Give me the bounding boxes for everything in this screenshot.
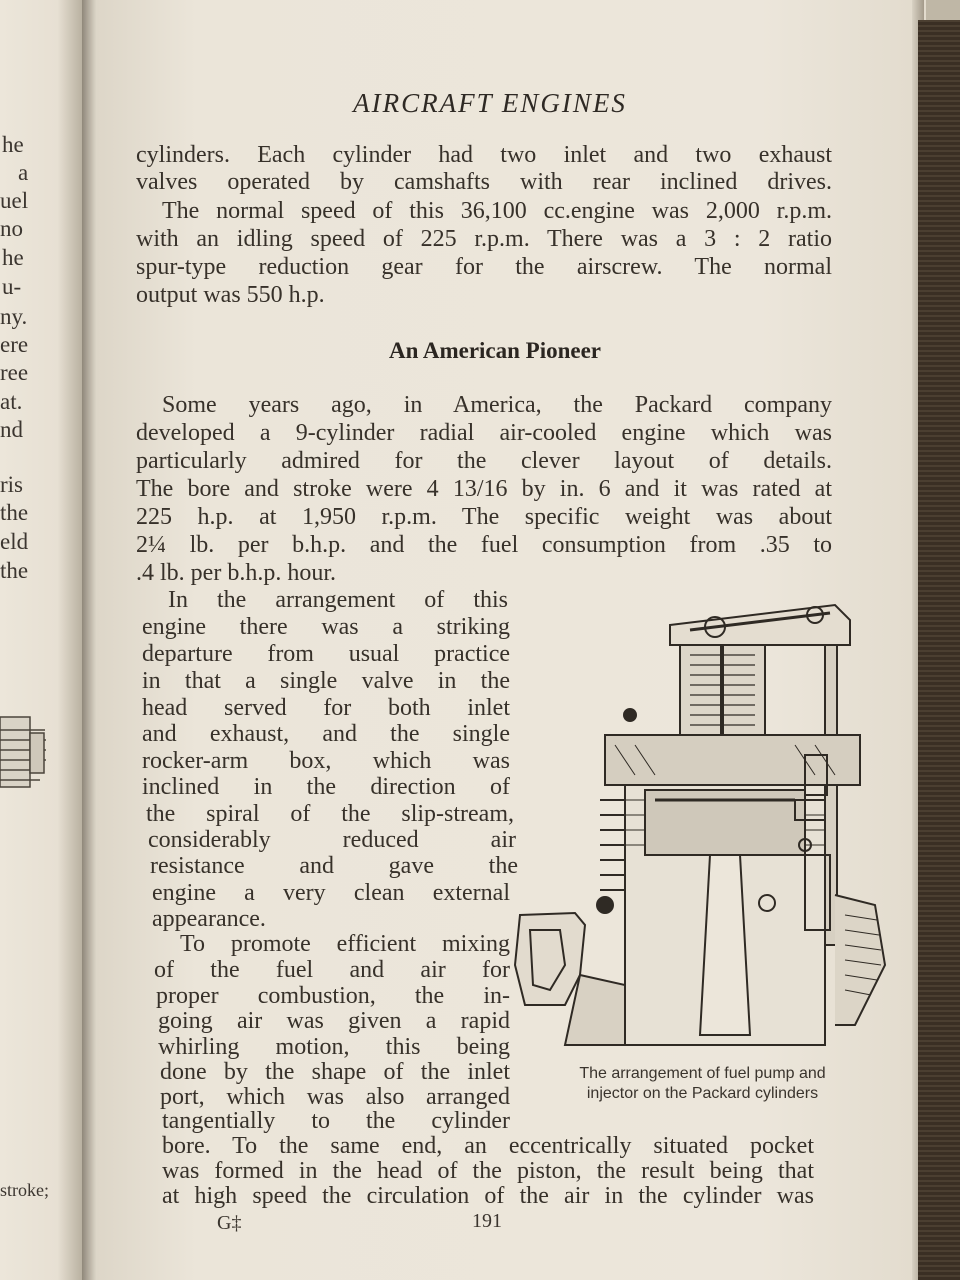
- body-line: bore. To the same end, an eccentrically situated pocket: [162, 1133, 814, 1159]
- body-line: inclined in the direction of: [142, 774, 510, 800]
- body-line: resistance and gave the: [150, 853, 518, 879]
- left-text-fragment: a: [18, 160, 29, 185]
- left-facing-page: [0, 0, 82, 1280]
- body-line: cylinders. Each cylinder had two inlet and two exhaust: [136, 142, 832, 168]
- figure-caption: [530, 1064, 875, 1104]
- body-line: done by the shape of the inlet: [160, 1059, 510, 1085]
- body-line: of the fuel and air for: [154, 957, 510, 983]
- left-text-fragment: u-: [2, 274, 22, 299]
- running-head: AIRCRAFT ENGINES: [353, 88, 627, 118]
- body-line: engine there was a striking: [142, 614, 510, 640]
- body-line: going air was given a rapid: [158, 1008, 510, 1034]
- body-line: particularly admired for the clever layout of details.: [136, 448, 832, 474]
- body-line: with an idling speed of 225 r.p.m. There was a 3 : 2 ratio: [136, 226, 832, 252]
- left-footer-word: stroke;: [0, 1180, 49, 1200]
- left-text-fragment: ree: [0, 360, 29, 385]
- left-text-fragment: he: [2, 132, 24, 157]
- body-line: .4 lb. per b.h.p. hour.: [136, 560, 336, 586]
- body-line: considerably reduced air: [148, 827, 516, 853]
- body-line: and exhaust, and the single: [142, 721, 510, 747]
- left-text-fragment: ny.: [0, 304, 28, 329]
- section-heading: An American Pioneer: [388, 338, 602, 363]
- body-line: tangentially to the cylinder: [162, 1108, 510, 1134]
- body-line: in that a single valve in the: [142, 668, 510, 694]
- left-text-fragment: he: [2, 245, 24, 270]
- left-text-fragment: eld: [0, 529, 29, 554]
- body-line: rocker-arm box, which was: [142, 748, 510, 774]
- left-text-fragment: ris: [0, 472, 23, 497]
- body-line: whirling motion, this being: [158, 1034, 510, 1060]
- body-line: 2¼ lb. per b.h.p. and the fuel consumption from .35 to: [136, 532, 832, 558]
- figure-caption-line: injector on the Packard cylinders: [586, 1085, 819, 1102]
- body-line: appearance.: [152, 906, 266, 932]
- body-line: The bore and stroke were 4 13/16 by in. 6 and it was rated at: [136, 476, 832, 502]
- left-text-fragment: no: [0, 216, 23, 241]
- left-text-fragment: the: [0, 500, 29, 525]
- body-line: engine a very clean external: [152, 880, 510, 906]
- body-line: 225 h.p. at 1,950 r.p.m. The specific weight was about: [136, 504, 832, 530]
- packard-cylinder-figure: [505, 585, 905, 1070]
- left-text-fragment: nd: [0, 417, 23, 442]
- body-line: Some years ago, in America, the Packard company: [162, 392, 832, 418]
- body-line: To promote efficient mixing: [180, 931, 510, 957]
- page-number: 191: [472, 1210, 502, 1232]
- left-text-fragment: the: [0, 558, 29, 583]
- left-text-fragment: ere: [0, 332, 29, 357]
- body-line: at high speed the circulation of the air in the cylinder was: [162, 1183, 814, 1209]
- body-line: output was 550 h.p.: [136, 282, 325, 308]
- book-cover: [918, 20, 960, 1280]
- body-line: spur-type reduction gear for the airscrew. The normal: [136, 254, 832, 280]
- body-line: developed a 9-cylinder radial air-cooled engine which was: [136, 420, 832, 446]
- left-engine-illustration: [0, 705, 48, 800]
- left-text-fragment: uel: [0, 188, 29, 213]
- body-line: port, which was also arranged: [160, 1084, 510, 1110]
- body-line: The normal speed of this 36,100 cc.engine was 2,000 r.p.m.: [162, 198, 832, 224]
- body-line: valves operated by camshafts with rear inclined drives.: [136, 169, 832, 195]
- body-line: head served for both inlet: [142, 695, 510, 721]
- body-line: departure from usual practice: [142, 641, 510, 667]
- body-line: proper combustion, the in-: [156, 983, 510, 1009]
- signature-mark: G‡: [217, 1212, 242, 1234]
- body-line: the spiral of the slip-stream,: [146, 801, 514, 827]
- figure-caption-line: The arrangement of fuel pump and: [579, 1065, 826, 1082]
- left-text-fragment: at.: [0, 389, 23, 414]
- body-line: was formed in the head of the piston, the result being that: [162, 1158, 814, 1184]
- body-line: In the arrangement of this: [168, 587, 508, 613]
